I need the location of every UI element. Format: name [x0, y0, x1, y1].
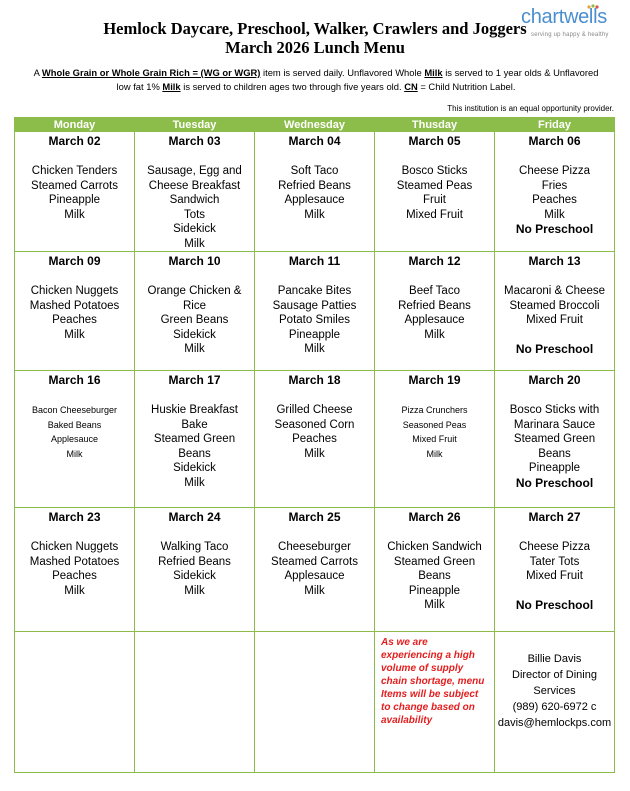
milk-notice-line1: A Whole Grain or Whole Grain Rich = (WG or WGR) item is served daily. Unflavored Whole Milk is served to 1 year olds & Unflavored	[33, 67, 599, 78]
menu-item: Orange Chicken &	[147, 285, 242, 297]
menu-item: Bosco Sticks	[401, 165, 468, 177]
menu-item: Green Beans	[160, 314, 229, 326]
menu-item: Steamed Green	[153, 433, 236, 445]
day-cell	[375, 252, 495, 371]
menu-date: March 06	[528, 134, 581, 148]
week-row	[15, 132, 615, 252]
day-header: Wednesday	[255, 118, 375, 132]
menu-date: March 25	[288, 510, 341, 524]
menu-item: Milk	[64, 208, 85, 221]
day-cell	[15, 132, 135, 252]
week-row	[15, 252, 615, 371]
menu-item: Mixed Fruit	[526, 570, 583, 582]
menu-item: Chicken Nuggets	[30, 285, 119, 297]
menu-item: Peaches	[52, 314, 97, 326]
spacer	[497, 584, 612, 598]
menu-item: Sidekick	[173, 223, 216, 235]
menu-item: Applesauce	[404, 314, 465, 326]
menu-date: March 18	[288, 373, 341, 387]
day-header-row	[15, 118, 615, 132]
contact-phone: (989) 620-6972 c	[512, 701, 597, 713]
menu-item: Tater Tots	[529, 555, 580, 568]
menu-date: March 09	[48, 254, 101, 268]
menu-item: Beans	[178, 447, 211, 460]
logo-wordmark: chartwells	[521, 6, 607, 28]
menu-item: Peaches	[532, 194, 577, 206]
day-cell	[135, 132, 255, 252]
menu-item: Pineapple	[408, 584, 461, 597]
menu-item: Walking Taco	[160, 541, 229, 553]
menu-item: Steamed Carrots	[31, 179, 118, 192]
menu-date: March 13	[528, 254, 581, 268]
empty-cell	[15, 632, 135, 773]
milk-label: Milk	[424, 67, 443, 78]
empty-cell	[135, 632, 255, 773]
menu-item: Milk	[184, 476, 205, 489]
no-preschool-note: No Preschool	[515, 597, 594, 612]
day-cell	[255, 252, 375, 371]
menu-items	[377, 403, 492, 461]
menu-items	[137, 164, 252, 251]
menu-date: March 16	[48, 373, 101, 387]
menu-items	[257, 284, 372, 357]
day-cell	[15, 371, 135, 508]
menu-item: Beans	[418, 570, 451, 582]
menu-date: March 05	[408, 134, 461, 148]
menu-date: March 27	[528, 510, 581, 524]
menu-item: Seasoned Corn	[274, 418, 355, 431]
day-cell	[255, 132, 375, 252]
menu-date: March 04	[288, 134, 341, 148]
day-cell	[375, 508, 495, 632]
menu-items	[257, 164, 372, 222]
menu-date: March 20	[528, 373, 581, 387]
menu-item: Macaroni & Cheese	[504, 285, 605, 297]
menu-item: Applesauce	[284, 194, 345, 206]
menu-item: Baked Beans	[47, 419, 102, 430]
menu-item: Pizza Crunchers	[401, 405, 468, 415]
menu-item: Steamed Green	[513, 433, 596, 445]
menu-date: March 23	[48, 510, 101, 524]
milk-notice-line2: low fat 1% Milk is served to children ages two through five years old. CN = Child Nutrition Label.	[116, 81, 516, 92]
week-row	[15, 508, 615, 632]
menu-item: Tots	[183, 208, 206, 221]
menu-items	[257, 540, 372, 598]
day-cell	[255, 508, 375, 632]
menu-item: Beans	[538, 447, 571, 460]
day-cell	[495, 252, 615, 371]
menu-item: Seasoned Peas	[402, 419, 467, 430]
day-cell	[15, 252, 135, 371]
contact-name: Billie Davis	[527, 653, 582, 665]
menu-item: Potato Smiles	[279, 314, 350, 326]
menu-item: Pineapple	[528, 462, 581, 474]
menu-item: Sandwich	[169, 194, 220, 206]
menu-item: Grilled Cheese	[276, 404, 353, 416]
menu-date: March 11	[288, 254, 341, 268]
menu-item: Chicken Sandwich	[387, 541, 482, 553]
menu-item: Marinara Sauce	[513, 418, 596, 431]
equal-opportunity-statement: This institution is an equal opportunity provider.	[447, 104, 614, 113]
menu-item: Milk	[424, 599, 445, 611]
contact-email: davis@hemlockps.com	[497, 717, 612, 729]
day-cell	[375, 132, 495, 252]
menu-item: Pancake Bites	[277, 285, 352, 297]
menu-item: Bosco Sticks with	[509, 404, 600, 416]
menu-item: Mashed Potatoes	[29, 299, 120, 312]
day-cell	[495, 132, 615, 252]
menu-item: Milk	[184, 584, 205, 597]
day-header: Monday	[15, 118, 135, 132]
menu-items	[497, 284, 612, 328]
menu-items	[497, 540, 612, 584]
menu-item: Milk	[424, 328, 445, 341]
menu-items	[17, 403, 132, 461]
menu-items	[377, 540, 492, 613]
menu-item: Milk	[304, 447, 325, 460]
supply-notice-cell	[375, 632, 495, 773]
menu-item: Milk	[304, 584, 325, 597]
menu-item: Applesauce	[50, 434, 99, 444]
menu-item: Milk	[184, 237, 205, 250]
no-preschool-note: No Preschool	[515, 341, 594, 356]
menu-items	[137, 284, 252, 357]
day-cell	[135, 371, 255, 508]
no-preschool-note: No Preschool	[515, 475, 594, 490]
menu-item: Steamed Peas	[396, 179, 473, 192]
menu-items	[17, 164, 132, 222]
menu-item: Refried Beans	[278, 179, 351, 192]
menu-item: Milk	[544, 208, 565, 221]
menu-item: Beef Taco	[409, 285, 460, 297]
day-cell	[375, 371, 495, 508]
menu-item: Applesauce	[284, 570, 345, 582]
week-row	[15, 371, 615, 508]
menu-items	[257, 403, 372, 461]
menu-date: March 10	[168, 254, 221, 268]
menu-date: March 03	[168, 134, 221, 148]
menu-item: Pineapple	[48, 194, 101, 206]
menu-item: Fries	[541, 179, 568, 192]
menu-item: Milk	[304, 343, 325, 355]
menu-items	[377, 164, 492, 222]
menu-item: Refried Beans	[158, 555, 231, 568]
menu-item: Mashed Potatoes	[29, 555, 120, 568]
day-header: Thusday	[375, 118, 495, 132]
day-header: Friday	[495, 118, 615, 132]
menu-item: Refried Beans	[398, 299, 471, 312]
menu-items	[497, 164, 612, 222]
chartwells-logo	[521, 6, 626, 50]
menu-item: Sausage Patties	[272, 299, 357, 312]
menu-item: Bacon Cheeseburger	[31, 405, 118, 415]
menu-item: Sidekick	[173, 328, 216, 341]
menu-item: Fruit	[423, 194, 446, 206]
menu-date: March 26	[408, 510, 461, 524]
menu-item: Chicken Nuggets	[30, 541, 119, 553]
menu-item: Soft Taco	[290, 165, 339, 177]
day-cell	[15, 508, 135, 632]
menu-date: March 19	[408, 373, 461, 387]
menu-item: Cheese Pizza	[519, 541, 590, 553]
empty-cell	[255, 632, 375, 773]
menu-item: Peaches	[52, 570, 97, 582]
day-header: Tuesday	[135, 118, 255, 132]
lunch-menu-table	[14, 117, 615, 773]
day-cell	[135, 252, 255, 371]
menu-item: Rice	[182, 299, 206, 312]
menu-item: Cheeseburger	[278, 541, 351, 553]
logo-tagline: serving up happy & healthy	[531, 32, 609, 38]
menu-subtitle: March 2026 Lunch Menu	[225, 38, 405, 57]
menu-date: March 02	[48, 134, 101, 148]
cn-label: CN	[404, 81, 418, 92]
menu-item: Milk	[64, 584, 85, 597]
menu-title: Hemlock Daycare, Preschool, Walker, Crawlers and Joggers	[103, 19, 527, 38]
menu-item: Steamed Broccoli	[509, 299, 600, 312]
menu-items	[377, 284, 492, 342]
contact-title: Director of Dining Services	[512, 669, 597, 697]
menu-item: Cheese Breakfast	[148, 179, 241, 192]
menu-items	[17, 284, 132, 342]
supply-notice: As we are experiencing a high volume of supply chain shortage, menu Items will be subject to change based on availability	[381, 637, 485, 726]
day-cell	[495, 371, 615, 508]
menu-date: March 12	[408, 254, 461, 268]
menu-item: Milk	[66, 448, 83, 459]
menu-item: Mixed Fruit	[406, 208, 463, 221]
menu-items	[137, 403, 252, 490]
contact-cell	[495, 632, 615, 773]
menu-item: Peaches	[292, 433, 337, 445]
day-cell	[255, 371, 375, 508]
milk-label: Milk	[162, 81, 181, 92]
menu-item: Sidekick	[173, 462, 216, 474]
no-preschool-note: No Preschool	[515, 222, 594, 236]
spacer	[497, 328, 612, 342]
menu-items	[497, 403, 612, 476]
menu-item: Milk	[426, 448, 443, 459]
final-row	[15, 632, 615, 773]
menu-item: Huskie Breakfast	[151, 404, 238, 416]
menu-item: Milk	[64, 328, 85, 341]
menu-item: Mixed Fruit	[412, 434, 457, 444]
menu-item: Milk	[304, 208, 325, 221]
menu-item: Sausage, Egg and	[147, 165, 242, 177]
menu-items	[17, 540, 132, 598]
menu-item: Cheese Pizza	[519, 165, 590, 177]
menu-item: Steamed Green	[393, 555, 476, 568]
menu-item: Chicken Tenders	[31, 165, 118, 177]
menu-item: Steamed Carrots	[271, 555, 358, 568]
day-cell	[135, 508, 255, 632]
day-cell	[495, 508, 615, 632]
menu-items	[137, 540, 252, 598]
menu-item: Bake	[181, 418, 208, 431]
menu-date: March 17	[168, 373, 221, 387]
menu-item: Pineapple	[288, 328, 341, 341]
menu-item: Sidekick	[173, 570, 216, 582]
menu-date: March 24	[168, 510, 221, 524]
menu-item: Mixed Fruit	[526, 314, 583, 326]
menu-item: Milk	[184, 343, 205, 355]
wg-label: Whole Grain or Whole Grain Rich = (WG or WGR)	[41, 67, 261, 78]
